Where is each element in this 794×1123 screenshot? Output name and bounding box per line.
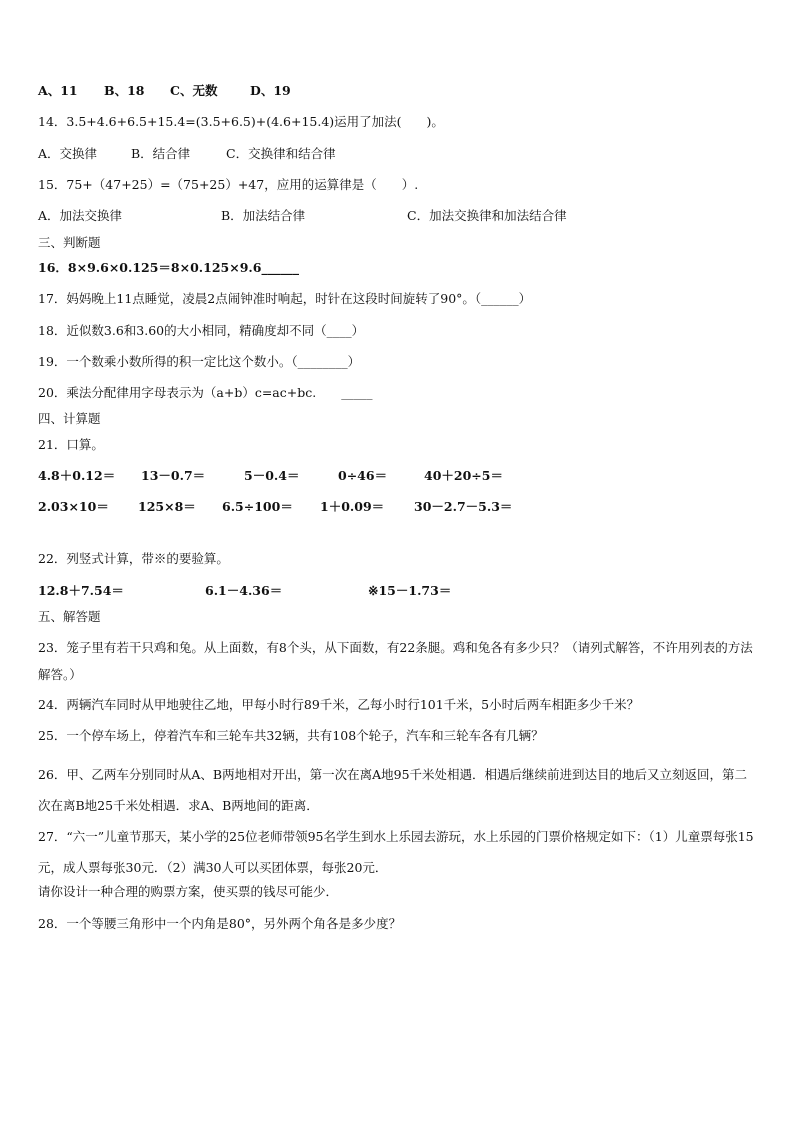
q21-row2-item: 6.5÷100＝ — [222, 499, 293, 514]
q15-option-b: B．加法结合律 — [221, 208, 306, 223]
q22-item: ※15－1.73＝ — [368, 583, 452, 598]
q14-option-a: A．交换律 — [38, 146, 98, 161]
q20: 20．乘法分配律用字母表示为（a+b）c=ac+bc. _____ — [38, 385, 373, 400]
q26: 26．甲、乙两车分别同时从A、B两地相对开出，第一次在离A地95千米处相遇．相遇后继续前进到达目的地后又立刻返回，第二次在离B地25千米处相遇．求A、B两地间的距离． — [38, 767, 748, 813]
q13-option-d: D、19 — [250, 83, 291, 98]
q22-item: 6.1－4.36＝ — [205, 583, 283, 598]
q17: 17．妈妈晚上11点睡觉，凌晨2点闹钟准时响起，时针在这段时间旋转了90°。（______） — [38, 291, 532, 306]
q13-option-b: B、18 — [104, 83, 145, 98]
q28: 28．一个等腰三角形中一个内角是80°，另外两个角各是多少度？ — [38, 916, 402, 931]
q15-stem: 15．75+（47+25）=（75+25）+47，应用的运算律是（ ）. — [38, 177, 419, 192]
q14-stem: 14．3.5+4.6+6.5+15.4=(3.5+6.5)+(4.6+15.4)运用了加法( )。 — [38, 114, 444, 129]
q21-row2-item: 125×8＝ — [138, 499, 196, 514]
q21-row1-item: 0÷46＝ — [338, 468, 388, 483]
q13-option-a: A、11 — [38, 83, 78, 98]
q14-option-c: C．交换律和结合律 — [226, 146, 336, 161]
q13-options — [38, 82, 291, 100]
q23: 23．笼子里有若干只鸡和兔。从上面数，有8个头，从下面数，有22条腿。鸡和兔各有多少只？（请列式解答，不许用列表的方法解答。） — [38, 640, 753, 682]
q27-instruction: 请你设计一种合理的购票方案，使买票的钱尽可能少． — [38, 884, 339, 899]
section-title-word-problems: 五、解答题 — [38, 609, 101, 624]
q15-option-a: A．加法交换律 — [38, 208, 123, 223]
q15-options — [38, 207, 567, 225]
q22-item: 12.8＋7.54＝ — [38, 583, 124, 598]
section-title-judgement: 三、判断题 — [38, 235, 101, 250]
section-title-calculation: 四、计算题 — [38, 411, 101, 426]
q21-row2-item: 30－2.7－5.3＝ — [414, 499, 513, 514]
q21-row1-item: 5－0.4＝ — [244, 468, 300, 483]
q14-options — [38, 145, 336, 163]
q13-option-c: C、无数 — [170, 83, 218, 98]
q19: 19．一个数乘小数所得的积一定比这个数小。（________） — [38, 354, 361, 369]
q21-row2-item: 2.03×10＝ — [38, 499, 109, 514]
q21-stem: 21．口算。 — [38, 437, 104, 452]
q24: 24．两辆汽车同时从甲地驶往乙地，甲每小时行89千米，乙每小时行101千米，5小时后两车相距多少千米？ — [38, 697, 640, 712]
q27-text: 27．“六一”儿童节那天，某小学的25位老师带领95名学生到水上乐园去游玩，水上乐园的门票价格规定如下：（1）儿童票每张15元，成人票每张30元．（2）满30人可以买团体票，每张20元． — [38, 829, 754, 875]
q15-option-c: C．加法交换律和加法结合律 — [407, 208, 567, 223]
q21-row1-item: 4.8＋0.12＝ — [38, 468, 116, 483]
q16: 16．8×9.6×0.125＝8×0.125×9.6______ — [38, 260, 299, 275]
q18: 18．近似数3.6和3.60的大小相同，精确度却不同（____） — [38, 323, 365, 338]
q25: 25．一个停车场上，停着汽车和三轮车共32辆，共有108个轮子，汽车和三轮车各有几辆？ — [38, 728, 544, 743]
q21-row2-item: 1＋0.09＝ — [320, 499, 385, 514]
q22-stem: 22．列竖式计算，带※的要验算。 — [38, 551, 229, 566]
q14-option-b: B．结合律 — [131, 146, 191, 161]
q21-row1-item: 13－0.7＝ — [141, 468, 206, 483]
q21-row1-item: 40＋20÷5＝ — [424, 468, 503, 483]
